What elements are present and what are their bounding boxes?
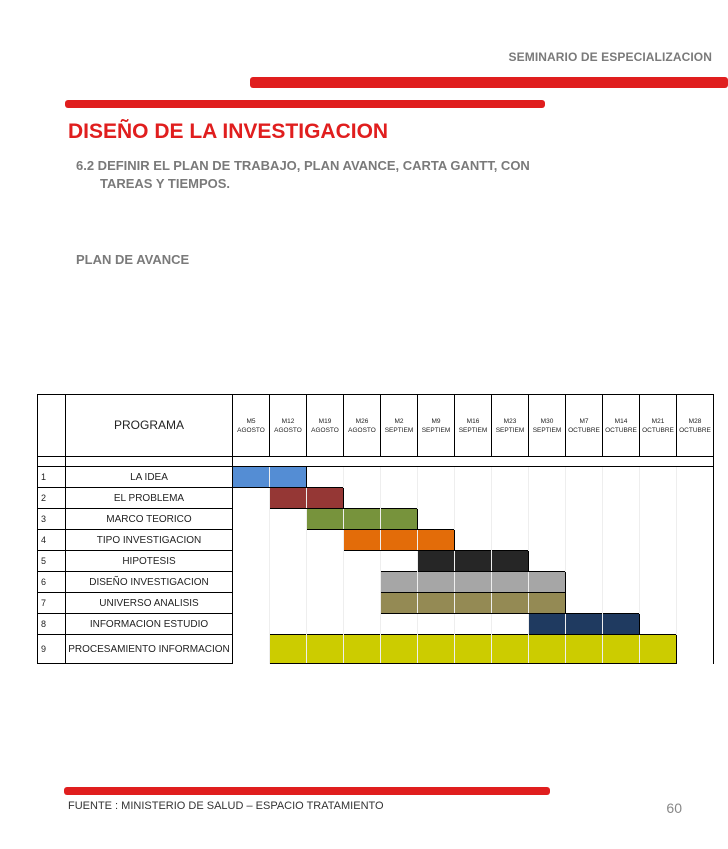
- week-day-label: M12: [281, 417, 295, 425]
- spacer-cell: [492, 457, 529, 467]
- timeline-cell: [381, 488, 418, 509]
- task-bar-segment: [603, 614, 640, 635]
- task-bar-segment: [307, 509, 344, 530]
- timeline-cell: [603, 572, 640, 593]
- timeline-cell: [270, 572, 307, 593]
- timeline-cell: [640, 488, 677, 509]
- task-number: 6: [38, 572, 66, 593]
- document-header: SEMINARIO DE ESPECIALIZACION: [508, 50, 712, 64]
- week-header: [344, 395, 381, 457]
- spacer-cell: [603, 457, 640, 467]
- gantt-chart: [37, 394, 714, 664]
- task-bar-segment: [307, 635, 344, 664]
- week-day-label: M30: [540, 417, 554, 425]
- timeline-cell: [492, 509, 529, 530]
- task-name: PROCESAMIENTO INFORMACION: [66, 635, 233, 664]
- task-bar-segment: [344, 530, 381, 551]
- week-header: [381, 395, 418, 457]
- timeline-cell: [529, 530, 566, 551]
- timeline-cell: [677, 488, 714, 509]
- task-number: 7: [38, 593, 66, 614]
- week-day-label: M14: [614, 417, 628, 425]
- timeline-cell: [566, 467, 603, 488]
- subtitle-line-1: 6.2 DEFINIR EL PLAN DE TRABAJO, PLAN AVANCE, CARTA GANTT, CON: [76, 158, 530, 173]
- gantt-spacer-row: [38, 457, 714, 467]
- week-month-label: AGOSTO: [311, 426, 339, 434]
- task-bar-segment: [418, 530, 455, 551]
- timeline-cell: [418, 488, 455, 509]
- timeline-cell: [455, 509, 492, 530]
- timeline-cell: [566, 593, 603, 614]
- timeline-cell: [566, 572, 603, 593]
- task-row: [38, 614, 714, 635]
- week-month-label: SEPTIEM: [532, 426, 562, 434]
- week-month-label: AGOSTO: [274, 426, 302, 434]
- spacer-cell: [38, 457, 66, 467]
- task-row: [38, 488, 714, 509]
- timeline-cell: [344, 551, 381, 572]
- timeline-cell: [492, 467, 529, 488]
- week-header: [418, 395, 455, 457]
- week-month-label: SEPTIEM: [421, 426, 451, 434]
- week-header: [492, 395, 529, 457]
- task-bar-segment: [455, 551, 492, 572]
- timeline-cell: [455, 530, 492, 551]
- timeline-cell: [233, 572, 270, 593]
- task-bar-segment: [492, 635, 529, 664]
- week-month-label: OCTUBRE: [568, 426, 600, 434]
- timeline-cell: [640, 509, 677, 530]
- timeline-cell: [233, 530, 270, 551]
- timeline-cell: [270, 530, 307, 551]
- timeline-cell: [307, 614, 344, 635]
- timeline-cell: [640, 467, 677, 488]
- page-title: DISEÑO DE LA INVESTIGACION: [68, 120, 389, 143]
- timeline-cell: [677, 593, 714, 614]
- timeline-cell: [603, 551, 640, 572]
- timeline-cell: [677, 530, 714, 551]
- task-bar-segment: [381, 593, 418, 614]
- task-number: 8: [38, 614, 66, 635]
- task-number: 5: [38, 551, 66, 572]
- timeline-cell: [566, 488, 603, 509]
- task-bar-segment: [307, 488, 344, 509]
- week-month-label: SEPTIEM: [458, 426, 488, 434]
- section-label: PLAN DE AVANCE: [76, 252, 190, 267]
- timeline-cell: [344, 488, 381, 509]
- task-bar-segment: [381, 530, 418, 551]
- task-bar-segment: [492, 551, 529, 572]
- task-name: LA IDEA: [66, 467, 233, 488]
- week-day-label: M5: [246, 417, 256, 425]
- timeline-cell: [677, 614, 714, 635]
- source-note: FUENTE : MINISTERIO DE SALUD – ESPACIO TRATAMIENTO: [68, 800, 384, 812]
- spacer-cell: [381, 457, 418, 467]
- timeline-cell: [233, 509, 270, 530]
- task-bar-segment: [270, 635, 307, 664]
- timeline-cell: [640, 614, 677, 635]
- footer-rule: [64, 787, 550, 795]
- timeline-cell: [307, 593, 344, 614]
- header-number-cell: [38, 395, 66, 457]
- timeline-cell: [603, 488, 640, 509]
- timeline-cell: [270, 551, 307, 572]
- timeline-cell: [529, 467, 566, 488]
- timeline-cell: [418, 614, 455, 635]
- task-name: TIPO INVESTIGACION: [66, 530, 233, 551]
- section-subtitle: [76, 157, 556, 193]
- spacer-cell: [233, 457, 270, 467]
- task-row: [38, 572, 714, 593]
- task-bar-segment: [566, 614, 603, 635]
- task-bar-segment: [566, 635, 603, 664]
- page-number: 60: [666, 800, 682, 816]
- week-header: [307, 395, 344, 457]
- task-bar-segment: [529, 635, 566, 664]
- timeline-cell: [233, 635, 270, 664]
- week-month-label: OCTUBRE: [679, 426, 711, 434]
- task-row: [38, 551, 714, 572]
- timeline-cell: [566, 509, 603, 530]
- timeline-cell: [566, 530, 603, 551]
- task-bar-segment: [529, 593, 566, 614]
- timeline-cell: [640, 551, 677, 572]
- task-bar-segment: [455, 572, 492, 593]
- timeline-cell: [344, 572, 381, 593]
- task-bar-segment: [603, 635, 640, 664]
- task-number: 4: [38, 530, 66, 551]
- task-row: [38, 635, 714, 664]
- week-month-label: SEPTIEM: [495, 426, 525, 434]
- timeline-cell: [677, 572, 714, 593]
- timeline-cell: [270, 614, 307, 635]
- timeline-cell: [233, 551, 270, 572]
- task-bar-segment: [233, 467, 270, 488]
- gantt-header-row: [38, 395, 714, 457]
- week-day-label: M16: [466, 417, 480, 425]
- timeline-cell: [603, 530, 640, 551]
- task-row: [38, 467, 714, 488]
- timeline-cell: [677, 509, 714, 530]
- timeline-cell: [344, 593, 381, 614]
- timeline-cell: [492, 614, 529, 635]
- timeline-cell: [677, 467, 714, 488]
- timeline-cell: [455, 488, 492, 509]
- timeline-cell: [233, 614, 270, 635]
- task-number: 9: [38, 635, 66, 664]
- timeline-cell: [529, 551, 566, 572]
- task-row: [38, 593, 714, 614]
- spacer-cell: [418, 457, 455, 467]
- spacer-cell: [529, 457, 566, 467]
- spacer-cell: [344, 457, 381, 467]
- week-day-label: M9: [431, 417, 441, 425]
- spacer-cell: [566, 457, 603, 467]
- task-bar-segment: [418, 572, 455, 593]
- timeline-cell: [677, 635, 714, 664]
- week-day-label: M21: [651, 417, 665, 425]
- timeline-cell: [492, 530, 529, 551]
- timeline-cell: [566, 551, 603, 572]
- task-bar-segment: [344, 509, 381, 530]
- task-bar-segment: [492, 593, 529, 614]
- header-rule-bottom: [65, 100, 545, 108]
- task-bar-segment: [640, 635, 677, 664]
- task-name: HIPOTESIS: [66, 551, 233, 572]
- timeline-cell: [640, 572, 677, 593]
- week-month-label: OCTUBRE: [605, 426, 637, 434]
- task-bar-segment: [418, 593, 455, 614]
- timeline-cell: [270, 509, 307, 530]
- timeline-cell: [418, 509, 455, 530]
- week-day-label: M19: [318, 417, 332, 425]
- task-bar-segment: [492, 572, 529, 593]
- timeline-cell: [381, 551, 418, 572]
- task-number: 3: [38, 509, 66, 530]
- subtitle-line-2: TAREAS Y TIEMPOS.: [100, 176, 231, 191]
- timeline-cell: [307, 572, 344, 593]
- task-bar-segment: [270, 467, 307, 488]
- program-header: PROGRAMA: [66, 395, 233, 457]
- week-header: [677, 395, 714, 457]
- task-bar-segment: [529, 614, 566, 635]
- timeline-cell: [307, 467, 344, 488]
- timeline-cell: [640, 530, 677, 551]
- week-day-label: M2: [394, 417, 404, 425]
- week-day-label: M7: [579, 417, 589, 425]
- week-month-label: AGOSTO: [348, 426, 376, 434]
- timeline-cell: [603, 467, 640, 488]
- timeline-cell: [307, 551, 344, 572]
- week-month-label: OCTUBRE: [642, 426, 674, 434]
- timeline-cell: [529, 509, 566, 530]
- spacer-cell: [66, 457, 233, 467]
- week-header: [640, 395, 677, 457]
- timeline-cell: [677, 551, 714, 572]
- week-header: [233, 395, 270, 457]
- timeline-cell: [603, 593, 640, 614]
- task-name: UNIVERSO ANALISIS: [66, 593, 233, 614]
- timeline-cell: [455, 614, 492, 635]
- week-header: [529, 395, 566, 457]
- task-bar-segment: [455, 593, 492, 614]
- task-bar-segment: [381, 635, 418, 664]
- task-name: INFORMACION ESTUDIO: [66, 614, 233, 635]
- spacer-cell: [307, 457, 344, 467]
- week-header: [603, 395, 640, 457]
- spacer-cell: [455, 457, 492, 467]
- task-name: EL PROBLEMA: [66, 488, 233, 509]
- timeline-cell: [529, 488, 566, 509]
- timeline-cell: [307, 530, 344, 551]
- week-day-label: M28: [688, 417, 702, 425]
- timeline-cell: [418, 467, 455, 488]
- task-row: [38, 530, 714, 551]
- timeline-cell: [381, 614, 418, 635]
- task-bar-segment: [455, 635, 492, 664]
- timeline-cell: [492, 488, 529, 509]
- task-bar-segment: [270, 488, 307, 509]
- timeline-cell: [603, 509, 640, 530]
- header-rule-top: [250, 77, 728, 88]
- task-bar-segment: [529, 572, 566, 593]
- task-name: DISEÑO INVESTIGACION: [66, 572, 233, 593]
- week-day-label: M26: [355, 417, 369, 425]
- week-header: [455, 395, 492, 457]
- week-day-label: M23: [503, 417, 517, 425]
- task-number: 2: [38, 488, 66, 509]
- spacer-cell: [270, 457, 307, 467]
- spacer-cell: [677, 457, 714, 467]
- timeline-cell: [233, 488, 270, 509]
- week-header: [566, 395, 603, 457]
- timeline-cell: [344, 467, 381, 488]
- timeline-cell: [233, 593, 270, 614]
- task-bar-segment: [381, 509, 418, 530]
- week-header: [270, 395, 307, 457]
- task-bar-segment: [418, 551, 455, 572]
- task-name: MARCO TEORICO: [66, 509, 233, 530]
- task-bar-segment: [418, 635, 455, 664]
- timeline-cell: [640, 593, 677, 614]
- timeline-cell: [270, 593, 307, 614]
- timeline-cell: [455, 467, 492, 488]
- task-bar-segment: [381, 572, 418, 593]
- task-number: 1: [38, 467, 66, 488]
- task-bar-segment: [344, 635, 381, 664]
- timeline-cell: [381, 467, 418, 488]
- timeline-cell: [344, 614, 381, 635]
- week-month-label: AGOSTO: [237, 426, 265, 434]
- task-row: [38, 509, 714, 530]
- week-month-label: SEPTIEM: [384, 426, 414, 434]
- spacer-cell: [640, 457, 677, 467]
